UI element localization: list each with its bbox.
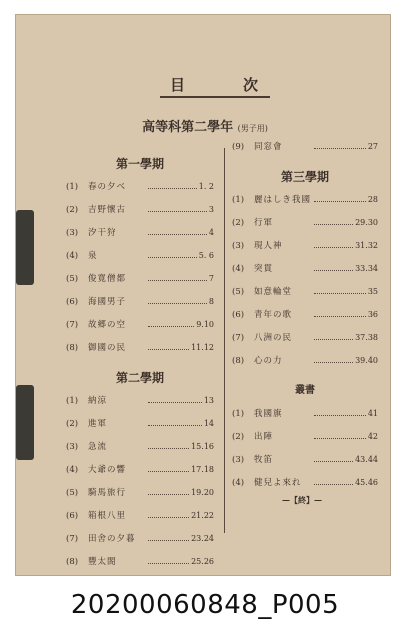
leader-dots — [314, 201, 366, 202]
entry-number: (2) — [66, 205, 79, 215]
term-2-list — [66, 394, 214, 578]
entry-number: (3) — [66, 442, 79, 452]
entry-pages: 21.22 — [191, 511, 214, 520]
entry-title: 急流 — [88, 442, 108, 452]
toc-title-left: 目 — [170, 76, 188, 94]
entry-title: 突貫 — [254, 264, 274, 274]
entry-pages: 27 — [367, 142, 378, 151]
entry-number: (3) — [232, 455, 245, 465]
entry-title: 麗はしき我國 — [254, 195, 312, 205]
toc-entry — [232, 308, 378, 331]
leader-dots — [148, 257, 197, 258]
entry-number: (4) — [66, 251, 79, 261]
entry-pages: 4 — [208, 228, 214, 237]
image-caption: 20200060848_P005 — [70, 590, 340, 620]
entry-pages: 3 — [208, 205, 214, 214]
toc-entry — [66, 509, 214, 532]
entry-pages: 29.30 — [355, 218, 378, 227]
toc-entry — [232, 140, 378, 163]
entry-number: (7) — [66, 320, 79, 330]
entry-number: (7) — [232, 333, 245, 343]
main-heading-subtitle: (男子用) — [237, 124, 268, 133]
entry-pages: 31.32 — [355, 241, 378, 250]
entry-number: (5) — [66, 488, 79, 498]
entry-number: (6) — [66, 297, 79, 307]
entry-title: 青年の歌 — [254, 310, 293, 320]
leader-dots — [148, 326, 194, 327]
toc-entry — [232, 453, 378, 476]
leader-dots — [148, 517, 189, 518]
main-heading-text: 高等科第二學年 — [142, 120, 234, 135]
leader-dots — [314, 293, 366, 294]
entry-number: (3) — [66, 228, 79, 238]
entry-number: (1) — [232, 195, 245, 205]
entry-number: (8) — [66, 557, 79, 567]
toc-entry — [232, 285, 378, 308]
entry-pages: 17.18 — [191, 465, 214, 474]
toc-entry — [66, 203, 214, 226]
entry-pages: 45.46 — [355, 478, 378, 487]
leader-dots — [314, 362, 353, 363]
toc-entry — [66, 486, 214, 509]
entry-number: (9) — [232, 142, 245, 152]
toc-entry — [232, 239, 378, 262]
leader-dots — [148, 540, 189, 541]
entry-number: (2) — [232, 218, 245, 228]
toc-entry — [66, 226, 214, 249]
entry-pages: 41 — [367, 409, 378, 418]
entry-number: (4) — [232, 478, 245, 488]
entry-title: 御國の民 — [88, 343, 127, 353]
entry-pages: 9.10 — [196, 320, 214, 329]
entry-title: 泉 — [88, 251, 98, 261]
binding-tape-lower — [16, 385, 34, 460]
entry-pages: 23.24 — [191, 534, 214, 543]
entry-title: 故郷の空 — [88, 320, 127, 330]
entry-number: (6) — [66, 511, 79, 521]
entry-number: (8) — [232, 356, 245, 366]
leader-dots — [314, 247, 353, 248]
entry-number: (6) — [232, 310, 245, 320]
entry-number: (2) — [232, 432, 245, 442]
entry-title: 進軍 — [88, 419, 108, 429]
toc-title-right: 次 — [242, 76, 260, 94]
leader-dots — [148, 563, 189, 564]
entry-title: 我國旗 — [254, 409, 283, 419]
term-heading-2: 第二學期 — [115, 371, 164, 385]
toc-entry — [66, 463, 214, 486]
toc-entry — [66, 417, 214, 440]
entry-pages: 5. 6 — [198, 251, 214, 260]
entry-pages: 39.40 — [355, 356, 378, 365]
entry-title: 俊寬僧都 — [88, 274, 127, 284]
column-divider — [224, 148, 225, 533]
entry-pages: 35 — [367, 287, 378, 296]
entry-title: 汐干狩 — [88, 228, 117, 238]
left-column — [66, 150, 214, 578]
right-column — [232, 140, 378, 499]
entry-pages: 19.20 — [191, 488, 214, 497]
toc-entry — [66, 318, 214, 341]
term-heading-1: 第一學期 — [115, 157, 164, 171]
leader-dots — [314, 148, 366, 149]
music-heading: 叢書 — [295, 385, 315, 396]
toc-entry — [66, 341, 214, 364]
entry-pages: 7 — [208, 274, 214, 283]
entry-title: 健兒よ來れ — [254, 478, 302, 488]
entry-pages: 42 — [367, 432, 378, 441]
term-heading-3: 第三學期 — [280, 170, 329, 184]
leader-dots — [148, 349, 189, 350]
leader-dots — [314, 461, 353, 462]
entry-title: 春の夕べ — [88, 182, 127, 192]
entry-number: (1) — [66, 396, 79, 406]
entry-number: (8) — [66, 343, 79, 353]
entry-title: 納涼 — [88, 396, 108, 406]
entry-title: 田舍の夕暮 — [88, 534, 136, 544]
leader-dots — [148, 402, 202, 403]
entry-pages: 11.12 — [191, 343, 214, 352]
entry-number: (5) — [232, 287, 245, 297]
entry-title: 箱根八里 — [88, 511, 127, 521]
entry-title: 如意輪堂 — [254, 287, 293, 297]
entry-title: 同窓會 — [254, 142, 283, 152]
entry-pages: 1. 2 — [198, 182, 214, 191]
entry-number: (7) — [66, 534, 79, 544]
entry-title: 現人神 — [254, 241, 283, 251]
toc-entry — [232, 331, 378, 354]
entry-number: (4) — [66, 465, 79, 475]
toc-entry — [66, 555, 214, 578]
leader-dots — [148, 234, 207, 235]
entry-pages: 43.44 — [355, 455, 378, 464]
leader-dots — [148, 303, 207, 304]
leader-dots — [314, 316, 366, 317]
entry-title: 海國男子 — [88, 297, 127, 307]
leader-dots — [148, 471, 189, 472]
entry-title: 出陣 — [254, 432, 274, 442]
entry-number: (4) — [232, 264, 245, 274]
entry-number: (1) — [232, 409, 245, 419]
toc-entry — [232, 216, 378, 239]
entry-pages: 8 — [208, 297, 214, 306]
leader-dots — [148, 211, 207, 212]
entry-title: 行軍 — [254, 218, 274, 228]
entry-pages: 15.16 — [191, 442, 214, 451]
entry-pages: 25.26 — [191, 557, 214, 566]
leader-dots — [314, 339, 353, 340]
title-underline — [160, 96, 270, 98]
entry-title: 豐太閤 — [88, 557, 117, 567]
leader-dots — [314, 484, 353, 485]
entry-pages: 13 — [203, 396, 214, 405]
leader-dots — [148, 188, 197, 189]
toc-entry — [66, 180, 214, 203]
toc-entry — [232, 407, 378, 430]
entry-number: (1) — [66, 182, 79, 192]
entry-title: 吉野懷古 — [88, 205, 127, 215]
leader-dots — [314, 438, 366, 439]
leader-dots — [148, 425, 202, 426]
binding-tape-upper — [16, 210, 34, 285]
toc-entry — [232, 262, 378, 285]
entry-title: 牧笛 — [254, 455, 274, 465]
entry-number: (2) — [66, 419, 79, 429]
entry-pages: 33.34 — [355, 264, 378, 273]
term-1-list — [66, 180, 214, 364]
toc-entry — [66, 249, 214, 272]
entry-number: (5) — [66, 274, 79, 284]
entry-pages: 14 — [203, 419, 214, 428]
entry-number: (3) — [232, 241, 245, 251]
entry-pages: 37.38 — [355, 333, 378, 342]
music-list — [232, 407, 378, 499]
toc-entry — [66, 272, 214, 295]
toc-entry — [66, 532, 214, 555]
toc-entry — [232, 354, 378, 377]
entry-title: 八洲の民 — [254, 333, 293, 343]
end-mark: —【終】— — [282, 495, 322, 505]
entry-title: 心の力 — [254, 356, 283, 366]
toc-entry — [66, 295, 214, 318]
leader-dots — [148, 448, 189, 449]
entry-pages: 28 — [367, 195, 378, 204]
entry-pages: 36 — [367, 310, 378, 319]
entry-title: 騎馬旅行 — [88, 488, 127, 498]
toc-entry — [66, 394, 214, 417]
entry-title: 大爺の響 — [88, 465, 127, 475]
toc-title — [170, 74, 260, 95]
leader-dots — [314, 224, 353, 225]
toc-entry — [232, 193, 378, 216]
leader-dots — [314, 415, 366, 416]
leader-dots — [148, 494, 189, 495]
leader-dots — [314, 270, 353, 271]
toc-entry — [66, 440, 214, 463]
main-heading — [0, 116, 410, 135]
term-3-list — [232, 193, 378, 377]
toc-entry — [232, 430, 378, 453]
leader-dots — [148, 280, 207, 281]
